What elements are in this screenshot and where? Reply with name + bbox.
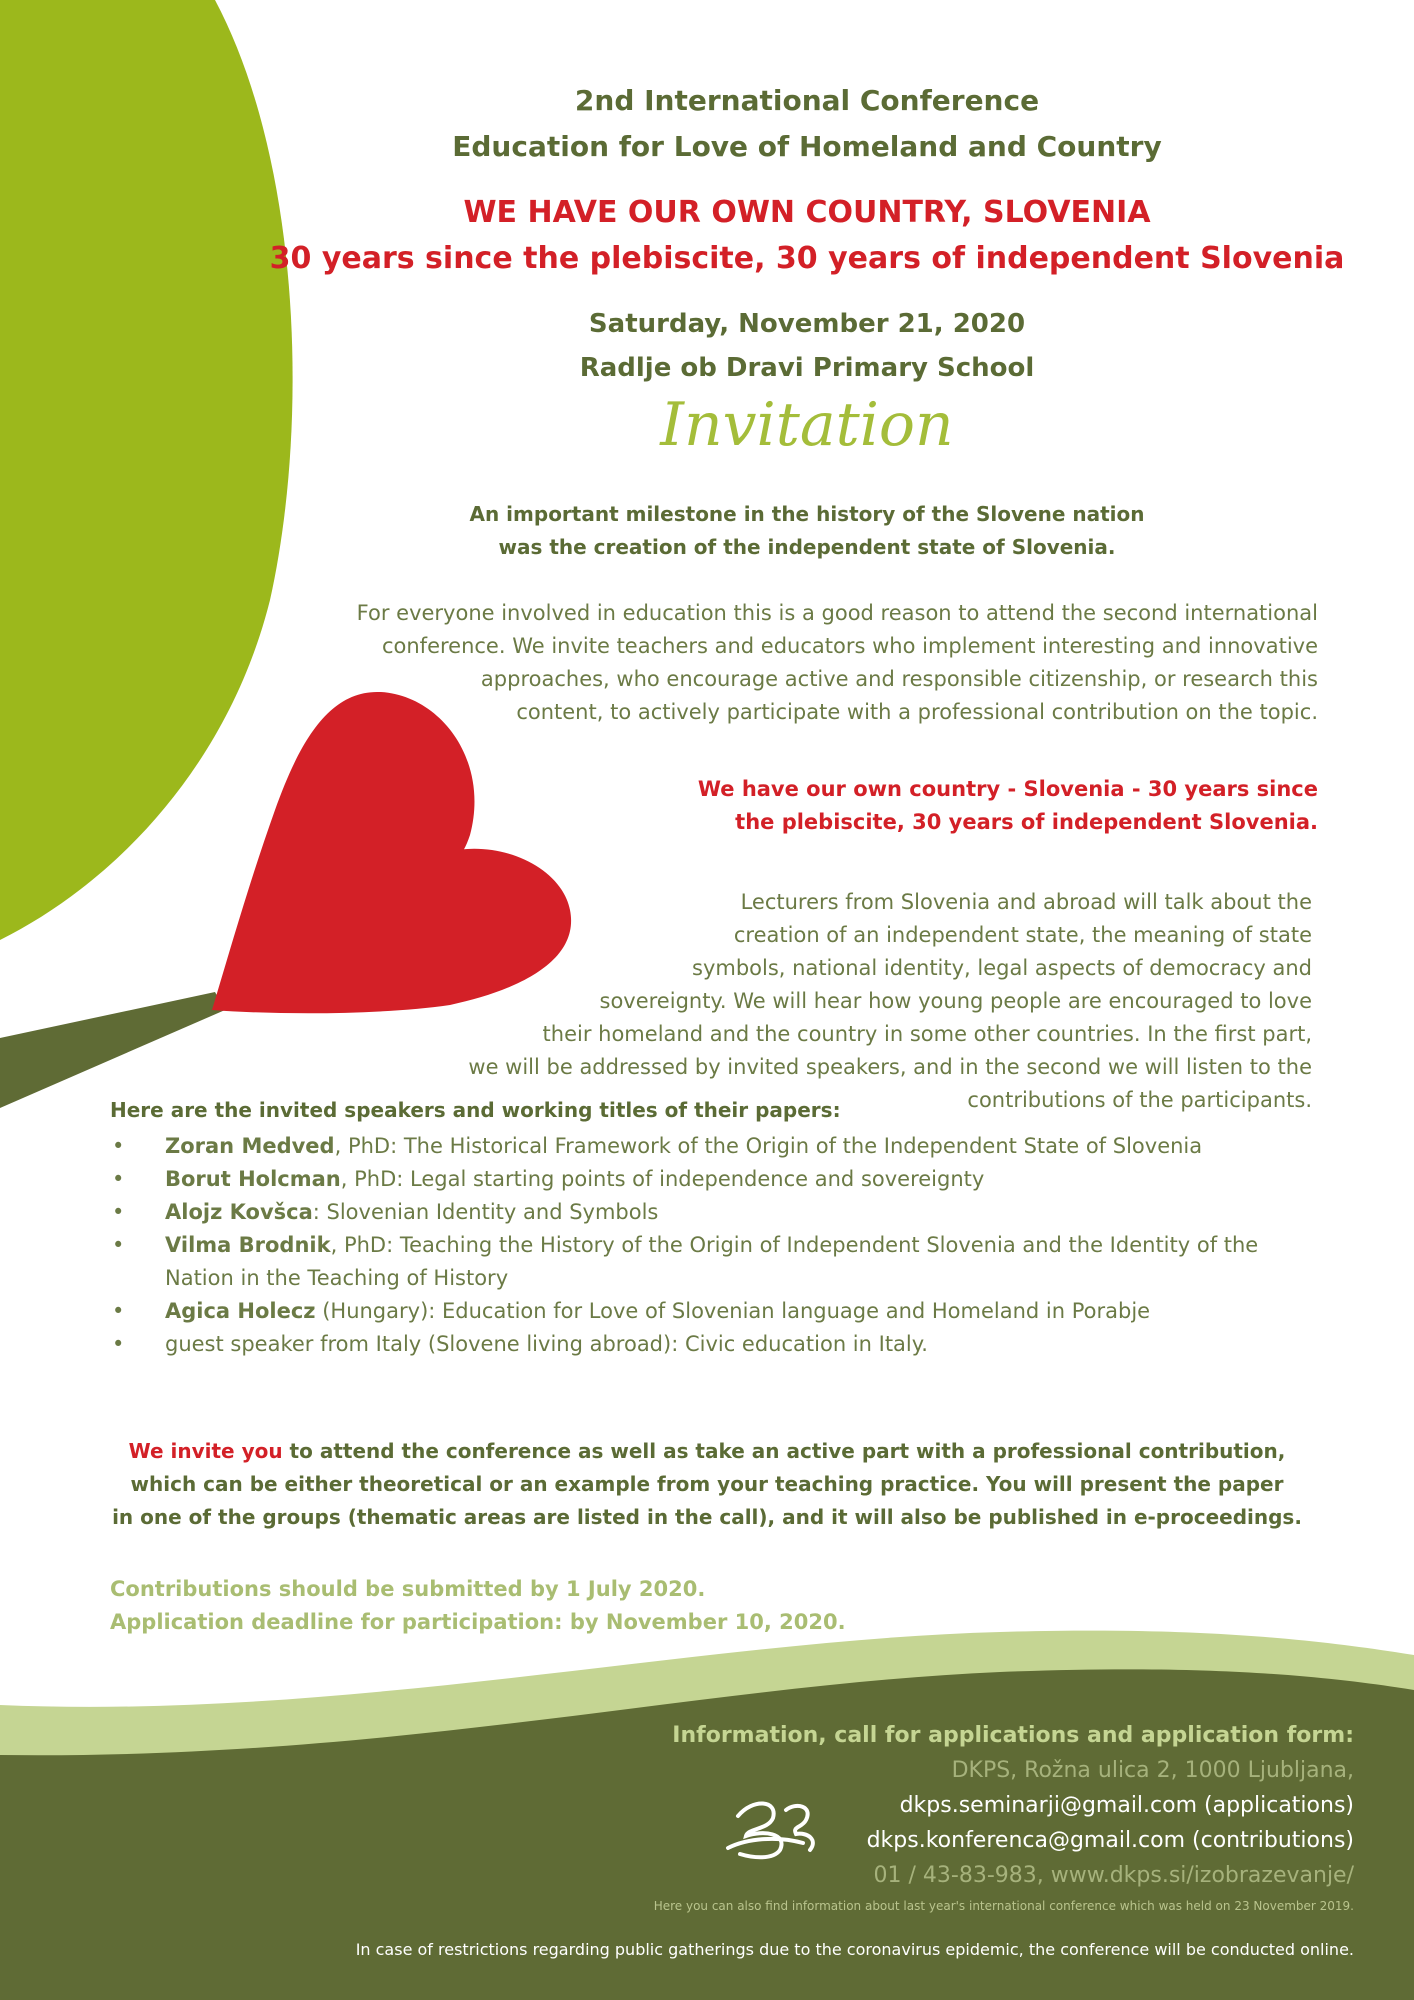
speaker-paper-cont: Nation in the Teaching of History (165, 1266, 509, 1290)
bullet-icon: • (112, 1299, 125, 1323)
intro-line: content, to actively participate with a professional contribution on the topic. (516, 700, 1318, 724)
speaker-paper: (Hungary): Education for Love of Slovenian language and Homeland in Porabje (315, 1299, 1151, 1323)
milestone-line1: An important milestone in the history of the Slovene nation (469, 502, 1145, 526)
heart-stem (0, 992, 225, 1108)
theme-line1: We have our own country - Slovenia - 30 years since (697, 777, 1318, 801)
online-notice: In case of restrictions regarding public gatherings due to the coronavirus epidemic, the conference will be conducted online. (355, 1940, 1354, 1959)
bullet-icon: • (112, 1167, 125, 1191)
intro-line: approaches, who encourage active and responsible citizenship, or research this (480, 667, 1318, 691)
speaker-paper: guest speaker from Italy (Slovene living abroad): Civic education in Italy. (165, 1332, 928, 1356)
speaker-item (110, 1295, 1340, 1328)
speaker-name: Zoran Medved (165, 1134, 335, 1158)
date-venue (200, 302, 1414, 390)
speaker-item (110, 1163, 1340, 1196)
conference-title-line2: Education for Love of Homeland and Country (452, 130, 1162, 163)
invite-highlight: We invite you (128, 1439, 283, 1463)
speaker-name: Alojz Kovšca (165, 1200, 313, 1224)
lecturers-line: contributions of the participants. (967, 1088, 1312, 1112)
footer-contact (594, 1718, 1354, 1919)
speakers-list (110, 1130, 1340, 1361)
speaker-paper: , PhD: Teaching the History of the Origin of Independent Slovenia and the Identity of the (330, 1233, 1259, 1257)
milestone-statement (380, 498, 1234, 564)
speakers-heading: Here are the invited speakers and working titles of their papers: (110, 1098, 841, 1122)
phone-website-link[interactable]: 01 / 43-83-983, www.dkps.si/izobrazevanje/ (873, 1863, 1354, 1888)
footer-note: Here you can also find information about last year's international conference which was held on 23 November 2019. (653, 1899, 1354, 1913)
lecturers-line: Lecturers from Slovenia and abroad will talk about the (740, 890, 1312, 914)
theme-statement (618, 773, 1318, 839)
application-deadline: Application deadline for participation: by November 10, 2020. (110, 1610, 846, 1634)
invite-line2: which can be either theoretical or an example from your teaching practice. You will present the paper (130, 1472, 1284, 1496)
speaker-item (110, 1229, 1340, 1295)
deadlines (110, 1573, 846, 1639)
speaker-paper: , PhD: The Historical Framework of the Origin of the Independent State of Slovenia (334, 1134, 1203, 1158)
lecturers-paragraph (412, 886, 1312, 1117)
intro-line: conference. We invite teachers and educators who implement interesting and innovative (381, 634, 1318, 658)
event-date: Saturday, November 21, 2020 (588, 309, 1026, 339)
speaker-item (110, 1196, 1340, 1229)
intro-paragraph (318, 597, 1318, 729)
bullet-icon: • (112, 1332, 125, 1356)
speaker-name: Vilma Brodnik (165, 1233, 331, 1257)
invite-line3: in one of the groups (thematic areas are listed in the call), and it will also be published in e-proceedings. (112, 1505, 1302, 1529)
speaker-paper: , PhD: Legal starting points of independence and sovereignty (340, 1167, 985, 1191)
speaker-name: Borut Holcman (165, 1167, 341, 1191)
lecturers-line: creation of an independent state, the meaning of state (733, 923, 1312, 947)
intro-line: For everyone involved in education this is a good reason to attend the second international (356, 601, 1318, 625)
bullet-icon: • (112, 1134, 125, 1158)
speaker-item (110, 1130, 1340, 1163)
lecturers-line: symbols, national identity, legal aspects of democracy and (692, 956, 1312, 980)
lecturers-line: we will be addressed by invited speakers, and in the second we will listen to the (468, 1055, 1312, 1079)
conference-title (200, 78, 1414, 170)
headline-line1: WE HAVE OUR OWN COUNTRY, SLOVENIA (463, 195, 1151, 230)
headline (180, 190, 1414, 282)
invite-paragraph (90, 1435, 1324, 1534)
milestone-line2: was the creation of the independent state of Slovenia. (498, 535, 1116, 559)
speaker-name: Agica Holecz (165, 1299, 316, 1323)
lecturers-line: their homeland and the country in some other countries. In the first part, (542, 1022, 1312, 1046)
email-contributions-link[interactable]: dkps.konferenca@gmail.com (contributions) (866, 1828, 1354, 1853)
footer-address: DKPS, Rožna ulica 2, 1000 Ljubljana, (951, 1758, 1354, 1783)
contributions-deadline: Contributions should be submitted by 1 July 2020. (110, 1577, 706, 1601)
bullet-icon: • (112, 1233, 125, 1257)
event-venue: Radlje ob Dravi Primary School (579, 353, 1035, 383)
invitation-script-title: Invitation (660, 390, 954, 460)
invite-line1-rest: to attend the conference as well as take an active part with a professional contribution, (282, 1439, 1286, 1463)
lecturers-line: sovereignty. We will hear how young people are encouraged to love (599, 989, 1312, 1013)
theme-line2: the plebiscite, 30 years of independent Slovenia. (735, 810, 1318, 834)
headline-line2: 30 years since the plebiscite, 30 years of independent Slovenia (269, 241, 1345, 276)
conference-title-line1: 2nd International Conference (574, 84, 1040, 117)
email-applications-link[interactable]: dkps.seminarji@gmail.com (applications) (899, 1793, 1354, 1818)
speaker-item (110, 1328, 1340, 1361)
bullet-icon: • (112, 1200, 125, 1224)
speaker-paper: : Slovenian Identity and Symbols (312, 1200, 659, 1224)
invite-line1 (90, 1435, 1324, 1468)
footer-heading: Information, call for applications and application form: (672, 1723, 1354, 1748)
